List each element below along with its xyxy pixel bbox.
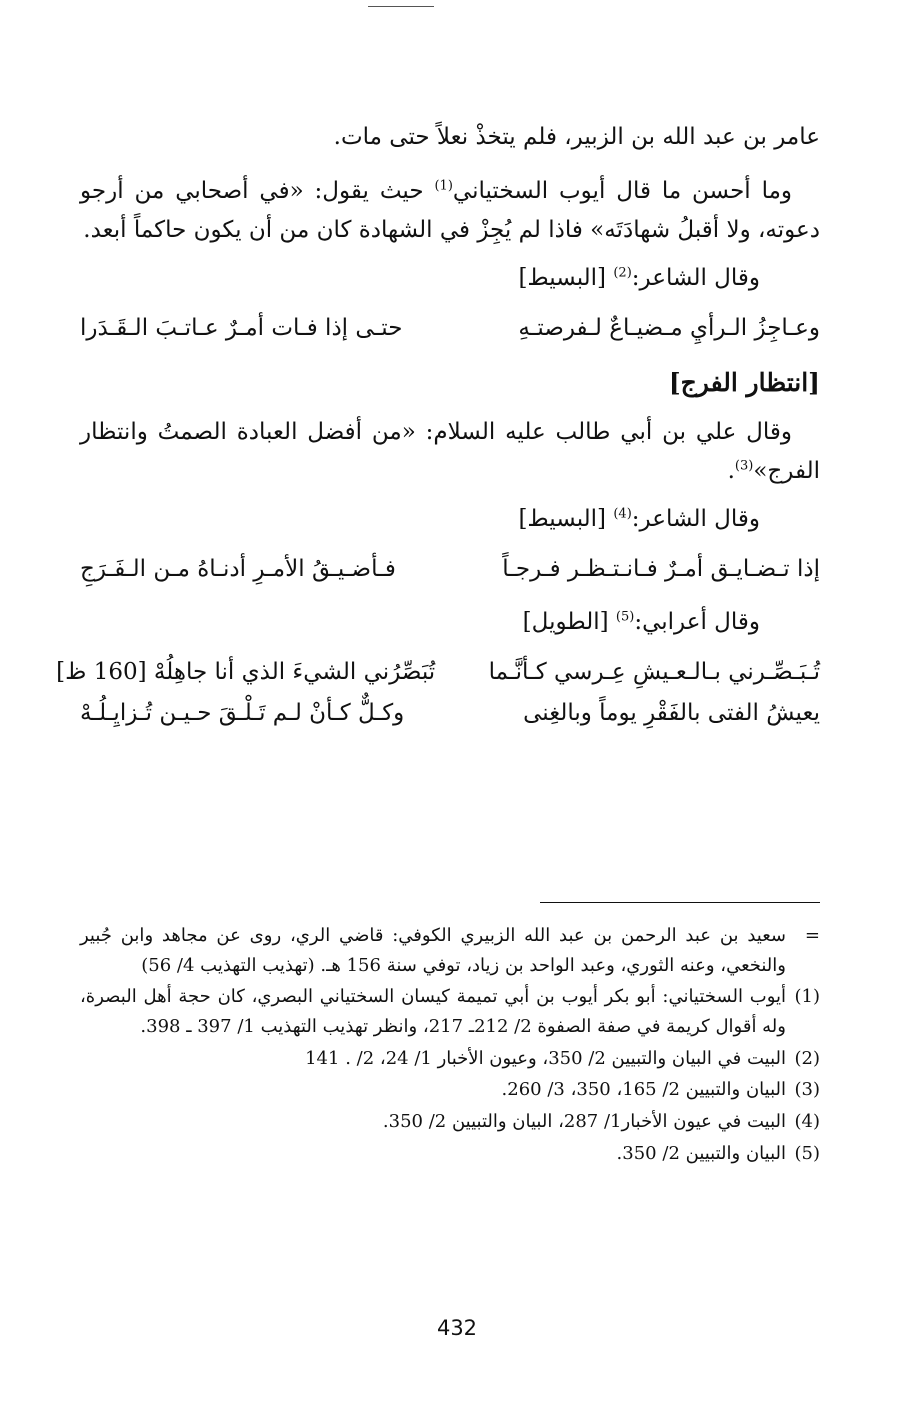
- footnote-number: (4): [794, 1111, 820, 1133]
- paragraph-3-text-b: .: [727, 458, 735, 485]
- page-number: 432: [436, 1316, 478, 1340]
- paragraph-3-text-a: وقال علي بن أبي طالب عليه السلام: «من أفضل العبادة الصمتُ وانتظار الفرج»: [80, 418, 820, 485]
- footnote-number: =: [804, 925, 820, 946]
- verse-block-3: [56, 653, 820, 733]
- footnote-text: سعيد بن عبد الرحمن بن عبد الله الزبيري الكوفي: قاضي الري، روى عن مجاهد وابن جُبير والنخعي، وعنه الثوري، وعبد الواحد بن زياد، توفي سنة 156 هـ. (تهذيب التهذيب 4/ 56): [80, 925, 786, 976]
- footnote-text: البيان والتبيين 2/ 350.: [616, 1142, 786, 1164]
- verse-hemistich-left: وكـلٌّ كـأنْ لـم تَـلْـقَ حـيـن تُـزايِـلُـهْ: [80, 700, 405, 727]
- main-text: [56, 118, 820, 753]
- footnote-text: البيان والتبيين 2/ 165، 350، 3/ 260.: [501, 1079, 786, 1101]
- poet-intro-2: [80, 506, 820, 532]
- verse-block-2: [80, 550, 820, 589]
- verse-line: [80, 309, 820, 348]
- verse-line: [56, 653, 820, 692]
- verse-line: [80, 550, 820, 589]
- footnote: [80, 1075, 820, 1105]
- footnote-separator: [540, 902, 820, 903]
- verse-hemistich-left: تُبَصِّرُني الشيءَ الذي أنا جاهِلُهْ [160 ظ]: [56, 658, 436, 685]
- footnote-ref-1: (1): [434, 177, 453, 193]
- meter-label-2: [البسيط]: [518, 505, 614, 532]
- paragraph-3: [80, 413, 820, 492]
- footnote-text: البيت في عيون الأخبار1/ 287، البيان والتبيين 2/ 350.: [382, 1111, 786, 1133]
- verse-hemistich-right: تُـبَـصِّـرني بـالـعـيشِ عِـرسي كـأنَّـما: [488, 658, 820, 685]
- footnotes: [80, 902, 820, 1171]
- verse-hemistich-right: وعـاجِزُ الـرأيِ مـضيـاعٌ لـفرصتـهِ: [518, 314, 820, 341]
- footnote: [80, 921, 820, 980]
- footnote-ref-2: (2): [613, 264, 632, 280]
- footnote-number: (5): [794, 1142, 820, 1164]
- footnote-number: (3): [794, 1079, 820, 1101]
- paragraph-2-text-b: حيث يقول: «في أصحابي من أرجو دعوته، ولا أقبلُ شهادَتَه» فاذا لم يُجِزْ في الشهادة كان من أن يكون حاكماً أبعد.: [80, 177, 820, 244]
- footnote-text: أيوب السختياني: أبو بكر أيوب بن أبي تميمة كيسان السختياني البصري، كان حجة أهل البصرة، وله أقوال كريمة في صفة الصفوة 2/ 212ـ 217، وانظر تهذيب التهذيب 1/ 397 ـ 398.: [80, 986, 786, 1038]
- verse-hemistich-left: فـأضـيـقُ الأمـرِ أدنـاهُ مـن الـفَـرَجِ: [80, 555, 396, 582]
- poet-intro-1: [80, 265, 820, 291]
- meter-label-1: [البسيط]: [518, 264, 614, 291]
- poet-intro-3: [80, 609, 820, 635]
- verse-hemistich-left: حتـى إذا فـات أمـرٌ عـاتـبَ الـقَـدَرا: [80, 314, 403, 341]
- poet-intro-3-label: وقال أعرابي:: [634, 608, 760, 635]
- footnote: [80, 1107, 820, 1137]
- top-rule: [368, 6, 434, 7]
- paragraph-2-text-a: وما أحسن ما قال أيوب السختياني: [452, 177, 793, 204]
- section-heading: [انتظار الفرج]: [668, 367, 820, 397]
- footnote: [80, 982, 820, 1041]
- poet-intro-1-label: وقال الشاعر:: [631, 264, 760, 291]
- poet-intro-2-label: وقال الشاعر:: [631, 505, 760, 532]
- footnote-number: (2): [794, 1047, 820, 1069]
- footnote-number: (1): [794, 986, 820, 1008]
- footnote: [80, 1044, 820, 1074]
- paragraph-2: [80, 172, 820, 251]
- verse-hemistich-right: إذا تـضـايـق أمـرٌ فـانـتـظـر فـرجـاً: [502, 555, 820, 582]
- verse-block-1: [80, 309, 820, 348]
- verse-line: [80, 694, 820, 733]
- footnote-ref-4: (4): [613, 506, 632, 522]
- meter-label-3: [الطويل]: [522, 608, 616, 635]
- verse-hemistich-right: يعيشُ الفتى بالفَقْرِ يوماً وبالغِنى: [523, 700, 820, 727]
- footnote-ref-5: (5): [615, 609, 635, 625]
- footnote-ref-3: (3): [734, 458, 754, 474]
- paragraph-1: عامر بن عبد الله بن الزبير، فلم يتخذْ نعلاً حتى مات.: [333, 124, 820, 150]
- footnote-text: البيت في البيان والتبيين 2/ 350، وعيون الأخبار 1/ 24، 2/ . 141: [305, 1047, 786, 1069]
- footnote: [80, 1139, 820, 1169]
